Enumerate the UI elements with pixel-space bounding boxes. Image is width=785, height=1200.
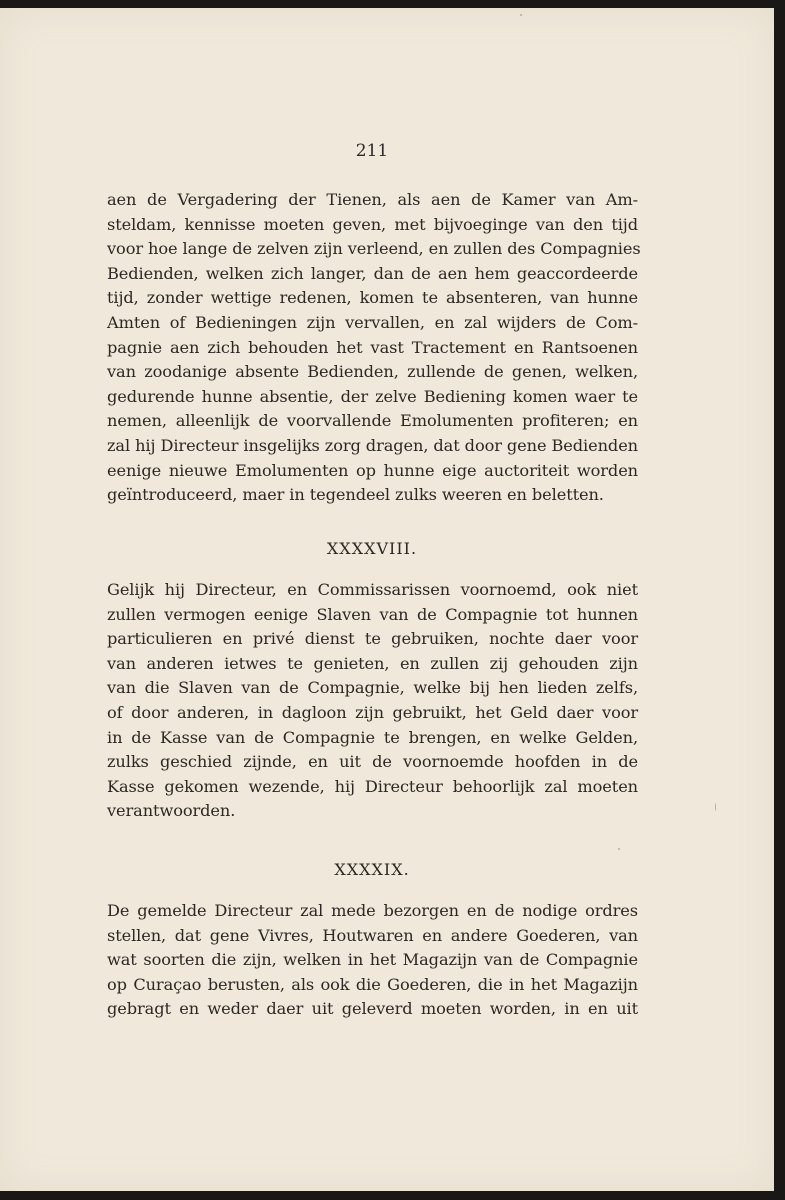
book-page: [0, 8, 774, 1191]
text-line: van anderen ietwes te genieten, en zullen zij gehouden zijn: [107, 653, 638, 673]
text-line: wat soorten die zijn, welken in het Magazijn van de Compagnie: [107, 950, 638, 970]
paragraph-2: [107, 578, 638, 824]
text-line: verantwoorden.: [107, 801, 236, 821]
text-line: stellen, dat gene Vivres, Houtwaren en andere Goederen, van: [107, 925, 638, 945]
text-line: particulieren en privé dienst te gebruiken, nochte daer voor: [107, 629, 638, 649]
text-line: zullen vermogen eenige Slaven van de Compagnie tot hunnen: [107, 604, 638, 624]
text-line: van die Slaven van de Compagnie, welke bij hen lieden zelfs,: [107, 678, 638, 698]
text-line: van zoodanige absente Bedienden, zullende de genen, welken,: [107, 362, 638, 382]
text-line: of door anderen, in dagloon zijn gebruikt, het Geld daer voor: [107, 702, 638, 722]
paper-speck: [618, 848, 620, 850]
paragraph-3: [107, 899, 638, 1022]
text-line: nemen, alleenlijk de voorvallende Emolumenten profiteren; en: [107, 411, 638, 431]
text-line: in de Kasse van de Compagnie te brengen, en welke Gelden,: [107, 727, 638, 747]
paper-speck: [715, 803, 716, 811]
text-line: aen de Vergadering der Tienen, als aen de Kamer van Am-: [107, 190, 638, 209]
text-line: Gelijk hij Directeur, en Commissarissen voornoemd, ook niet: [107, 580, 638, 599]
text-line: gebragt en weder daer uit geleverd moeten worden, in en uit: [107, 999, 638, 1019]
text-line: Bedienden, welken zich langer, dan de aen hem geaccordeerde: [107, 263, 638, 283]
text-line: geïntroduceerd, maer in tegendeel zulks weeren en beletten.: [107, 485, 604, 505]
text-line: eenige nieuwe Emolumenten op hunne eige auctoriteit worden: [107, 460, 638, 480]
paper-speck: [520, 14, 522, 16]
page-number: 211: [355, 141, 389, 161]
text-line: pagnie aen zich behouden het vast Tractement en Rantsoenen: [107, 337, 638, 357]
text-line: steldam, kennisse moeten geven, met bijvoeginge van den tijd: [107, 214, 638, 234]
section-heading-xxxxix: XXXXIX.: [334, 860, 410, 879]
text-line: zulks geschied zijnde, en uit de voornoemde hoofden in de: [107, 752, 638, 772]
text-line: Amten of Bedieningen zijn vervallen, en zal wijders de Com-: [107, 312, 638, 332]
section-heading-xxxxviii: XXXXVIII.: [326, 539, 418, 558]
text-line: voor hoe lange de zelven zijn verleend, en zullen des Compagnies: [107, 239, 641, 259]
text-line: zal hij Directeur insgelijks zorg dragen, dat door gene Bedienden: [107, 435, 638, 455]
text-line: op Curaçao berusten, als ook die Goederen, die in het Magazijn: [107, 974, 638, 994]
text-line: Kasse gekomen wezende, hij Directeur behoorlijk zal moeten: [107, 776, 638, 796]
text-line: gedurende hunne absentie, der zelve Bediening komen waer te: [107, 386, 638, 406]
text-line: tijd, zonder wettige redenen, komen te absenteren, van hunne: [107, 288, 638, 308]
paragraph-1: [107, 188, 641, 508]
text-line: De gemelde Directeur zal mede bezorgen en de nodige ordres: [107, 901, 638, 920]
